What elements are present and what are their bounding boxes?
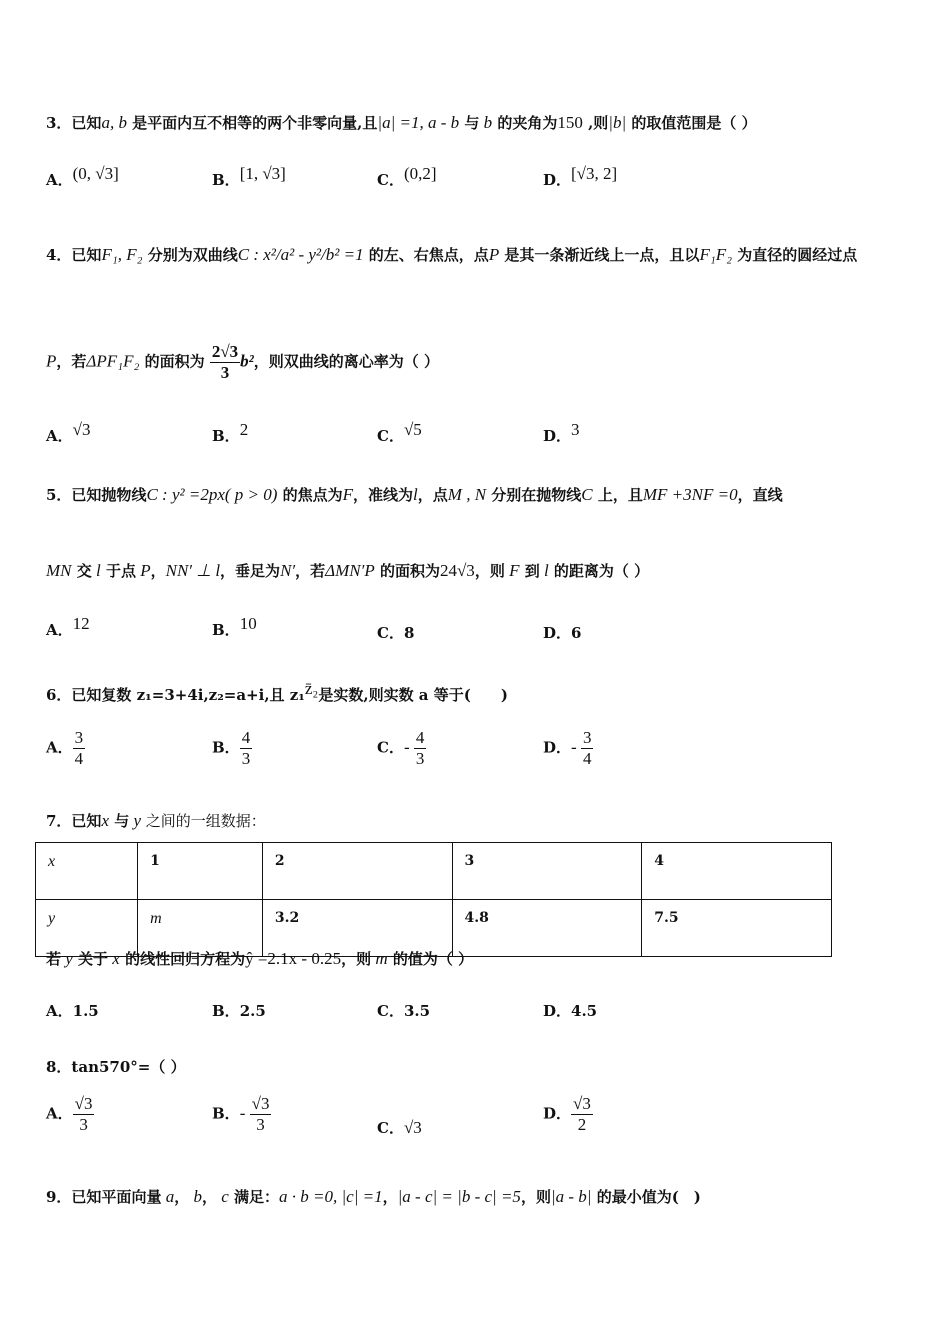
text: 3．已知 xyxy=(46,114,102,132)
q3-option-d[interactable]: D．[√3, 2] xyxy=(543,164,618,189)
table-cell: y xyxy=(36,900,138,957)
text: ，准线为 xyxy=(353,486,414,504)
q8-option-a[interactable]: A． $\frac{√3}{3}$ xyxy=(46,1094,93,1134)
math-parabola: C : y² =2px( p > 0) xyxy=(146,485,278,504)
math-area-fraction: $\frac{2√3}{3}$ xyxy=(211,342,239,382)
question-4-stem xyxy=(46,244,920,266)
table-row xyxy=(36,843,832,900)
q4-option-b[interactable]: B．2 xyxy=(212,420,249,445)
math-x: x xyxy=(108,949,120,968)
text: ，则 xyxy=(474,562,505,580)
question-8-stem: 8．tan570°=（ ） xyxy=(46,1058,186,1076)
text: ，直线 xyxy=(737,486,783,504)
math-b-squared: b² xyxy=(240,351,254,371)
text: 的取值范围是（ ） xyxy=(626,114,757,132)
math-l: l xyxy=(539,561,549,580)
text: 是平面内互不相等的两个非零向量,且 xyxy=(126,114,378,132)
math-b: b xyxy=(479,113,493,132)
text: ， xyxy=(382,1188,398,1206)
q5-option-b[interactable]: B．10 xyxy=(212,614,257,639)
text: 4．已知 xyxy=(46,246,102,264)
math-c: c xyxy=(216,1187,229,1206)
text: 之间的一组数据： xyxy=(141,812,266,830)
text: 的夹角为 xyxy=(492,114,558,132)
q8-option-b[interactable]: B．- $\frac{√3}{3}$ xyxy=(212,1094,270,1134)
math-b: b xyxy=(189,1187,202,1206)
math-regression-equation: ŷ =2.1x - 0.25 xyxy=(245,949,342,968)
q4-option-c[interactable]: C．√5 xyxy=(377,420,422,445)
math-ab: a, b xyxy=(101,113,127,132)
math-target: |a - b| xyxy=(550,1187,592,1206)
math-perpendicular: NN′ ⊥ l xyxy=(165,561,221,580)
math-f: F xyxy=(504,561,520,580)
text: 分别在抛物线 xyxy=(486,486,582,504)
question-3-stem xyxy=(46,112,920,134)
math-condition: |a| =1, a - b xyxy=(377,113,460,132)
text: 分别为双曲线 xyxy=(142,246,238,264)
data-table xyxy=(35,842,832,957)
math-n-prime: N′ xyxy=(280,561,296,580)
text: 为直径的圆经过点 xyxy=(732,246,858,264)
table-cell: 7.5 xyxy=(642,900,832,957)
question-5-stem xyxy=(46,484,920,506)
text: 与 xyxy=(108,812,130,830)
question-7-stem xyxy=(46,810,920,832)
math-f: F xyxy=(342,485,354,504)
text: ,则 xyxy=(582,114,609,132)
text: ， xyxy=(174,1188,190,1206)
q7-option-d[interactable]: D．4.5 xyxy=(543,1002,598,1020)
text: 到 xyxy=(519,562,540,580)
text: 的最小值为( ) xyxy=(591,1188,701,1206)
question-7-regression xyxy=(46,948,920,970)
math-p: P xyxy=(46,351,57,371)
q6-option-a[interactable]: A． $\frac{3}{4}$ xyxy=(46,728,84,768)
text: 交 xyxy=(71,562,92,580)
question-9-stem xyxy=(46,1186,920,1208)
q8-option-d[interactable]: D． $\frac{√3}{2}$ xyxy=(543,1094,591,1134)
text: 的面积为 xyxy=(139,352,205,371)
math-x: x xyxy=(101,811,109,830)
math-triangle: ΔPF₁F₂ xyxy=(86,351,140,371)
q7-option-c[interactable]: C．3.5 xyxy=(377,1002,431,1020)
q3-option-c[interactable]: C．(0,2] xyxy=(377,164,437,189)
q7-option-b[interactable]: B．2.5 xyxy=(212,1002,266,1020)
math-condition-2: |a - c| = |b - c| =5 xyxy=(397,1187,521,1206)
question-6-stem xyxy=(46,678,920,706)
text: ，垂足为 xyxy=(220,562,281,580)
text: 满足： xyxy=(228,1188,280,1206)
text: 9．已知平面向量 xyxy=(46,1188,162,1206)
math-y: y xyxy=(61,949,73,968)
text: ，则 xyxy=(341,950,372,968)
table-cell: 2 xyxy=(262,843,452,900)
text: ，若 xyxy=(56,352,87,371)
q4-option-a[interactable]: A．√3 xyxy=(46,420,91,445)
q6-option-d[interactable]: D．- $\frac{3}{4}$ xyxy=(543,728,592,768)
math-y: y xyxy=(129,811,142,830)
text: 的左、右焦点，点 xyxy=(363,246,489,264)
text: 关于 xyxy=(72,950,109,968)
math-a: a xyxy=(161,1187,175,1206)
text: 7．已知 xyxy=(46,812,102,830)
table-cell: 3 xyxy=(452,843,642,900)
q4-option-d[interactable]: D．3 xyxy=(543,420,580,445)
math-angle: 150 xyxy=(557,113,583,132)
text: ，则 xyxy=(520,1188,551,1206)
q3-option-a[interactable]: A．(0, √3] xyxy=(46,164,119,189)
text: 是实数,则实数 a 等于( ) xyxy=(318,686,508,704)
math-condition: a · b =0, |c| =1 xyxy=(279,1187,383,1206)
q5-option-a[interactable]: A．12 xyxy=(46,614,90,639)
table-cell: 1 xyxy=(138,843,263,900)
text: 的面积为 xyxy=(374,562,440,580)
q6-option-c[interactable]: C．- $\frac{4}{3}$ xyxy=(377,728,425,768)
text: 于点 xyxy=(100,562,136,580)
text: 的线性回归方程为 xyxy=(119,950,246,968)
table-cell: 3.2 xyxy=(262,900,452,957)
text: ，点 xyxy=(417,486,448,504)
math-p: P xyxy=(135,561,151,580)
math-area: 24√3 xyxy=(439,561,475,580)
text: ，则双曲线的离心率为（ ） xyxy=(253,352,440,371)
math-f1f2: F₁F₂ xyxy=(699,245,733,264)
q7-option-a[interactable]: A．1.5 xyxy=(46,1002,99,1020)
math-hyperbola: C : x²/a² - y²/b² =1 xyxy=(237,245,364,264)
text: ， xyxy=(201,1188,217,1206)
math-mn: M , N xyxy=(447,485,487,504)
math-abs-b: |b| xyxy=(608,113,627,132)
table-cell: x xyxy=(36,843,138,900)
q5-option-d[interactable]: D．6 xyxy=(543,624,582,642)
text: 若 xyxy=(46,950,62,968)
text: ， xyxy=(150,562,166,580)
text: 5．已知抛物线 xyxy=(46,486,147,504)
math-c: C xyxy=(581,485,593,504)
math-z2-conjugate: z̄₂ xyxy=(304,679,319,698)
table-cell: 4 xyxy=(642,843,832,900)
text: 的距离为（ ） xyxy=(548,562,650,580)
text: 的焦点为 xyxy=(277,486,343,504)
math-vector-eq: MF +3NF =0 xyxy=(642,485,738,504)
table-cell: 4.8 xyxy=(452,900,642,957)
text: 6．已知复数 z₁=3+4i,z₂=a+i,且 z₁ xyxy=(46,686,305,704)
math-triangle: ΔMN′P xyxy=(325,561,375,580)
text: 上，且 xyxy=(592,486,643,504)
q8-option-c[interactable]: C．√3 xyxy=(377,1118,422,1137)
math-mn: MN xyxy=(46,561,72,580)
question-4-stem-line2 xyxy=(46,342,920,383)
math-m: m xyxy=(371,949,388,968)
math-p: P xyxy=(488,245,500,264)
table-cell: m xyxy=(138,900,263,957)
text: 与 xyxy=(459,114,480,132)
math-l: l xyxy=(91,561,101,580)
math-l: l xyxy=(413,485,418,504)
q6-option-b[interactable]: B． $\frac{4}{3}$ xyxy=(212,728,251,768)
question-5-stem-line2 xyxy=(46,560,920,582)
text: 是其一条渐近线上一点，且以 xyxy=(499,246,700,264)
text: ，若 xyxy=(295,562,326,580)
q5-option-c[interactable]: C．8 xyxy=(377,624,415,642)
q3-option-b[interactable]: B．[1, √3] xyxy=(212,164,286,189)
math-foci: F₁, F₂ xyxy=(101,245,143,264)
text: 的值为（ ） xyxy=(387,950,474,968)
